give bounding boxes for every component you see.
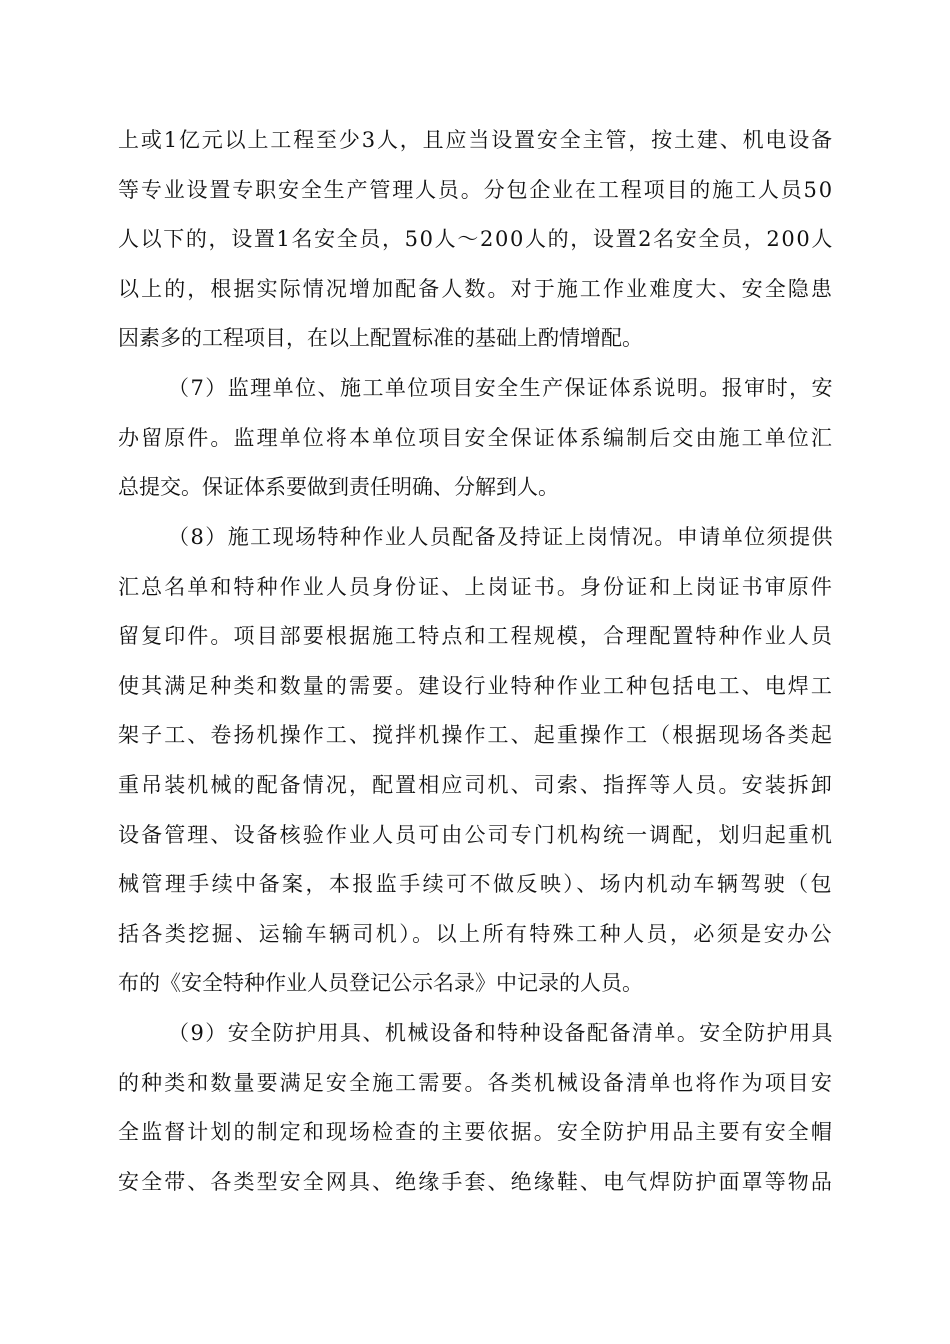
text-line: 重吊装机械的配备情况，配置相应司机、司索、指挥等人员。安装拆卸 [118, 772, 834, 797]
text-line: 因素多的工程项目，在以上配置标准的基础上酌情增配。 [118, 326, 643, 351]
text-line: （8）施工现场特种作业人员配备及持证上岗情况。申请单位须提供 [168, 525, 834, 549]
text-line: 总提交。保证体系要做到责任明确、分解到人。 [118, 475, 559, 500]
text-line: 安全带、各类型安全网具、绝缘手套、绝缘鞋、电气焊防护面罩等物品 [118, 1169, 834, 1194]
text-line: 布的《安全特种作业人员登记公示名录》中记录的人员。 [118, 971, 643, 996]
text-line: 上或1亿元以上工程至少3人，且应当设置安全主管，按土建、机电设备 [118, 128, 834, 152]
text-line: 架子工、卷扬机操作工、搅拌机操作工、起重操作工（根据现场各类起 [118, 723, 834, 748]
text-line: 设备管理、设备核验作业人员可由公司专门机构统一调配，划归起重机 [118, 822, 834, 847]
text-line: 办留原件。监理单位将本单位项目安全保证体系编制后交由施工单位汇 [118, 425, 834, 450]
text-line: 留复印件。项目部要根据施工特点和工程规模，合理配置特种作业人员 [118, 624, 834, 649]
text-line: 人以下的，设置1名安全员，50人～200人的，设置2名安全员，200人 [118, 227, 834, 252]
paragraph-item-8 [118, 513, 834, 1009]
paragraph-staffing-requirements [118, 116, 834, 364]
paragraph-item-7 [118, 364, 834, 513]
text-line: （7）监理单位、施工单位项目安全生产保证体系说明。报审时，安 [168, 376, 834, 400]
text-line: 等专业设置专职安全生产管理人员。分包企业在工程项目的施工人员50 [118, 177, 834, 202]
text-line: 汇总名单和特种作业人员身份证、上岗证书。身份证和上岗证书审原件 [118, 574, 834, 599]
text-line: 以上的，根据实际情况增加配备人数。对于施工作业难度大、安全隐患 [118, 276, 834, 301]
paragraph-item-9 [118, 1009, 834, 1207]
text-line: 的种类和数量要满足安全施工需要。各类机械设备清单也将作为项目安 [118, 1070, 834, 1095]
text-line: 使其满足种类和数量的需要。建设行业特种作业工种包括电工、电焊工 [118, 673, 834, 698]
text-line: 械管理手续中备案，本报监手续可不做反映）、场内机动车辆驾驶（包 [118, 872, 834, 897]
text-line: 括各类挖掘、运输车辆司机）。以上所有特殊工种人员，必须是安办公 [118, 921, 834, 946]
text-line: 全监督计划的制定和现场检查的主要依据。安全防护用品主要有安全帽 [118, 1120, 834, 1145]
text-line: （9）安全防护用具、机械设备和特种设备配备清单。安全防护用具 [168, 1021, 834, 1045]
